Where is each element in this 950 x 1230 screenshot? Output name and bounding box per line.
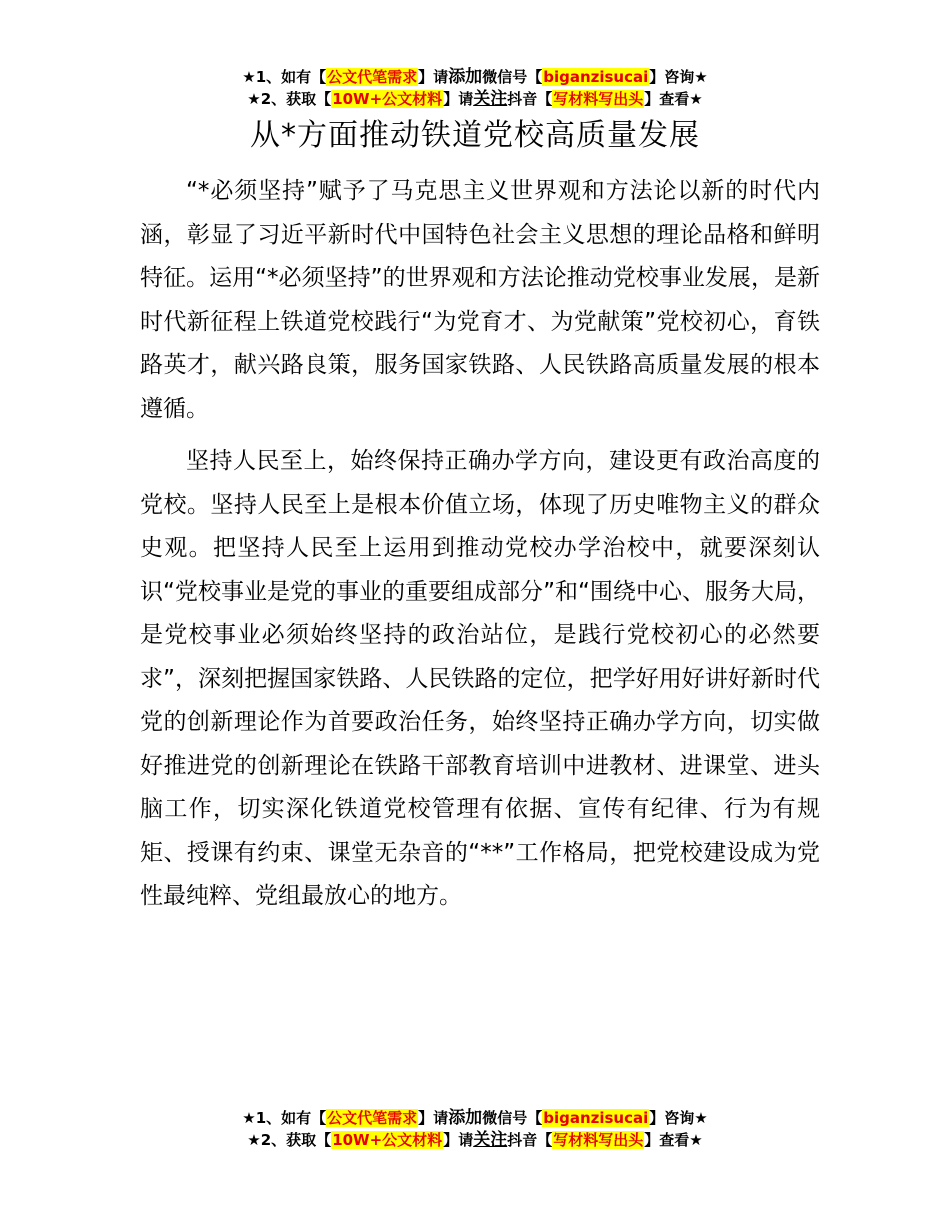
- promo-line-1-mid2: 微信号【: [482, 68, 543, 86]
- footer-wechat-id-highlight: biganzisucai: [543, 1109, 649, 1127]
- document-body: [140, 170, 820, 919]
- footer-line-2-suffix: 】查看★: [644, 1131, 703, 1149]
- promo-line-2-mid2: 抖音【: [507, 90, 553, 108]
- footer-line-2-emphasis: 关注: [473, 1130, 508, 1150]
- douyin-id-highlight: 写材料写出头: [553, 90, 644, 108]
- paragraph-2: 坚持人民至上，始终保持正确办学方向，建设更有政治高度的党校。坚持人民至上是根本价值立场，体现了历史唯物主义的群众史观。把坚持人民至上运用到推动党校办学治校中，就要深刻认识“党校事业是党的事业的重要组成部分”和“围绕中心、服务大局，是党校事业必须始终坚持的政治站位，是践行党校初心的必然要求”，深刻把握国家铁路、人民铁路的定位，把学好用好讲好新时代党的创新理论作为首要政治任务，始终坚持正确办学方向，切实做好推进党的创新理论在铁路干部教育培训中进教材、进课堂、进头脑工作，切实深化铁道党校管理有依据、宣传有纪律、行为有规矩、授课有约束、课堂无杂音的“**”工作格局，把党校建设成为党性最纯粹、党组最放心的地方。: [140, 448, 820, 909]
- materials-highlight: 10W+公文材料: [332, 90, 443, 108]
- ghostwriting-highlight: 公文代笔需求: [327, 68, 418, 86]
- wechat-id-highlight: biganzisucai: [543, 68, 649, 86]
- promo-line-2-emphasis: 关注: [473, 89, 508, 109]
- footer-line-1-prefix: ★1、如有【: [242, 1109, 327, 1127]
- footer-promo-line-2: [0, 1129, 950, 1151]
- promo-line-1-prefix: ★1、如有【: [242, 68, 327, 86]
- footer-douyin-id-highlight: 写材料写出头: [553, 1131, 644, 1149]
- promo-line-1: [0, 66, 950, 88]
- paragraph-1: “*必须坚持”赋予了马克思主义世界观和方法论以新的时代内涵，彰显了习近平新时代中国特色社会主义思想的理论品格和鲜明特征。运用“*必须坚持”的世界观和方法论推动党校事业发展，是新时代新征程上铁道党校践行“为党育才、为党献策”党校初心，育铁路英才，献兴路良策，服务国家铁路、人民铁路高质量发展的根本遵循。: [140, 178, 820, 422]
- footer-promo-banner: [0, 1107, 950, 1151]
- footer-promo-line-1: [0, 1107, 950, 1129]
- promo-line-2-mid1: 】请: [443, 90, 474, 108]
- footer-line-1-mid2: 微信号【: [482, 1109, 543, 1127]
- promo-line-1-mid1: 】请: [418, 68, 449, 86]
- footer-ghostwriting-highlight: 公文代笔需求: [327, 1109, 418, 1127]
- footer-materials-highlight: 10W+公文材料: [332, 1131, 443, 1149]
- footer-line-1-emphasis: 添加: [448, 1108, 483, 1128]
- promo-line-2: [0, 88, 950, 110]
- footer-line-2-prefix: ★2、获取【: [247, 1131, 332, 1149]
- promo-line-2-suffix: 】查看★: [644, 90, 703, 108]
- footer-line-1-suffix: 】咨询★: [649, 1109, 708, 1127]
- promo-line-2-prefix: ★2、获取【: [247, 90, 332, 108]
- footer-line-2-mid2: 抖音【: [507, 1131, 553, 1149]
- header-promo-banner: [0, 66, 950, 110]
- footer-line-2-mid1: 】请: [443, 1131, 474, 1149]
- promo-line-1-emphasis: 添加: [448, 67, 483, 87]
- promo-line-1-suffix: 】咨询★: [649, 68, 708, 86]
- document-title: 从*方面推动铁道党校高质量发展: [250, 118, 700, 153]
- footer-line-1-mid1: 】请: [418, 1109, 449, 1127]
